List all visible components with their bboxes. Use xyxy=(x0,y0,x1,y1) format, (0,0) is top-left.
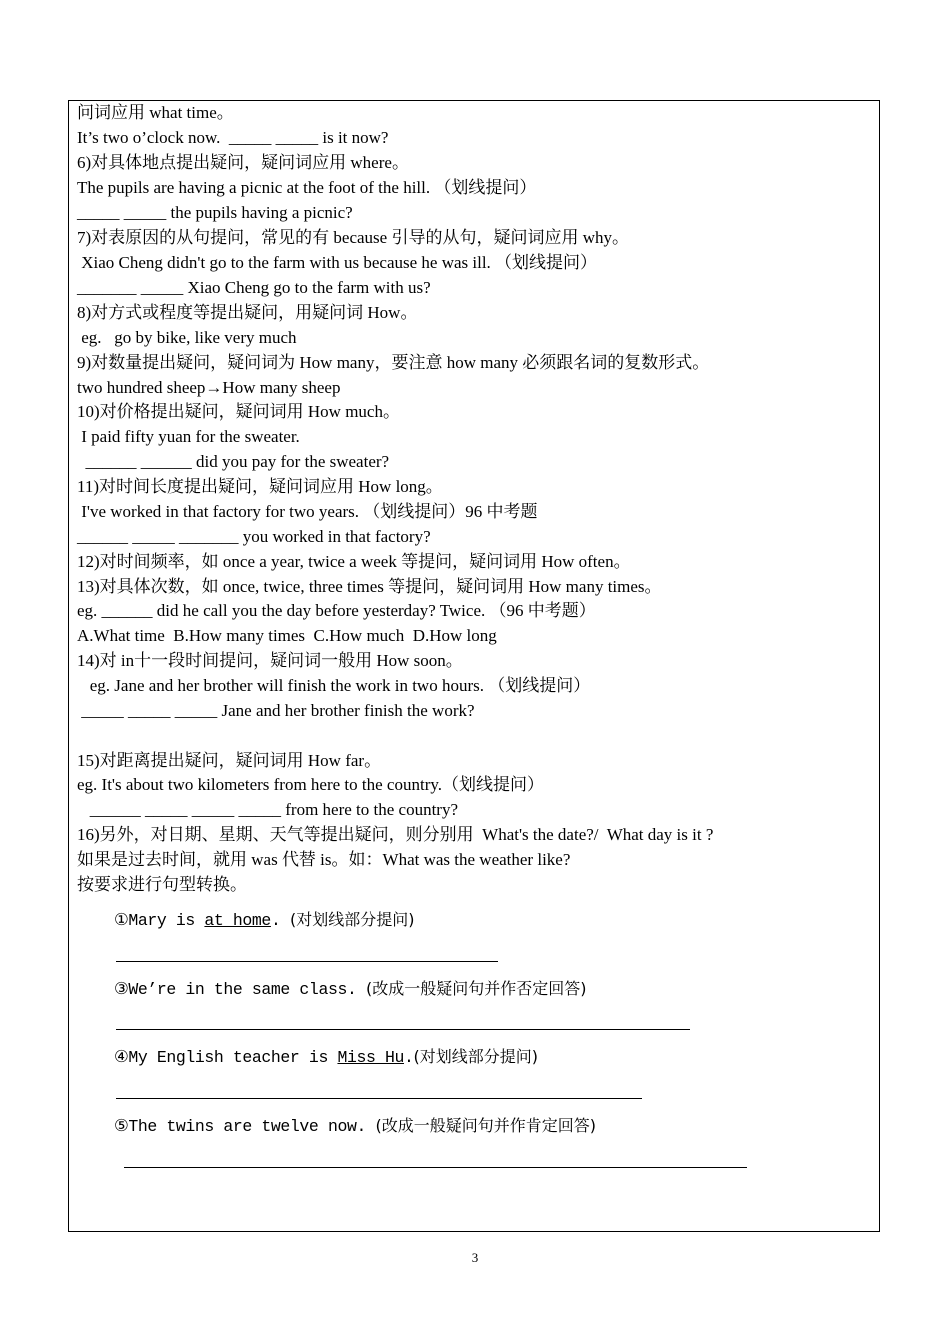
exercise-text: We’re in the same class. xyxy=(128,980,366,999)
exercise-number: ⑤ xyxy=(114,1117,129,1136)
text-line: I've worked in that factory for two years. （划线提问）96 中考题 xyxy=(77,502,538,521)
exercise-text: My English teacher is xyxy=(128,1048,338,1067)
exercise-5 xyxy=(114,1116,596,1137)
text-line: Xiao Cheng didn't go to the farm with us because he was ill. （划线提问） xyxy=(77,253,598,272)
exercise-text: Mary is xyxy=(128,911,205,930)
exercise-text-tail: . xyxy=(403,1048,414,1067)
text-line: 14)对 in十一段时间提问，疑问词一般用 How soon。 xyxy=(77,651,463,670)
exercise-instruction: (对划线部分提问) xyxy=(289,910,415,929)
answer-line[interactable] xyxy=(116,1098,642,1099)
text-line: 15)对距离提出疑问，疑问词用 How far。 xyxy=(77,751,382,770)
text-line: 按要求进行句型转换。 xyxy=(77,875,247,894)
text-line: A.What time B.How many times C.How much D.How long xyxy=(77,626,497,645)
text-line: ______ _____ _______ you worked in that factory? xyxy=(77,527,431,546)
exercise-text: The twins are twelve now. xyxy=(128,1117,376,1136)
answer-line[interactable] xyxy=(116,961,498,962)
text-line: It’s two o’clock now. _____ _____ is it now? xyxy=(77,128,389,147)
text-line: 7)对表原因的从句提问，常见的有 because 引导的从句，疑问词应用 why。 xyxy=(77,228,629,247)
exercise-number: ③ xyxy=(114,980,129,999)
text-line: ______ ______ did you pay for the sweater? xyxy=(77,452,390,471)
exercise-text-tail: . xyxy=(270,911,290,930)
text-line: _______ _____ Xiao Cheng go to the farm with us? xyxy=(77,278,431,297)
text-line: two hundred sheep→How many sheep xyxy=(77,378,341,397)
page-number: 3 xyxy=(471,1250,479,1265)
text-line: _____ _____ _____ Jane and her brother finish the work? xyxy=(77,701,475,720)
text-line: eg. It's about two kilometers from here to the country.（划线提问） xyxy=(77,775,545,794)
text-line: 12)对时间频率，如 once a year, twice a week 等提问，疑问词用 How often。 xyxy=(77,552,631,571)
underlined-phrase: at home xyxy=(204,911,271,930)
text-line: I paid fifty yuan for the sweater. xyxy=(77,427,300,446)
exercise-3 xyxy=(114,979,586,1000)
text-line: 16)另外，对日期、星期、天气等提出疑问，则分别用 What's the date?/ What day is it ? xyxy=(77,825,714,844)
text-line: _____ _____ the pupils having a picnic? xyxy=(77,203,353,222)
underlined-phrase: Miss Hu xyxy=(337,1048,404,1067)
text-line: 9)对数量提出疑问，疑问词为 How many，要注意 how many 必须跟名词的复数形式。 xyxy=(77,353,710,372)
answer-line[interactable] xyxy=(116,1029,690,1030)
text-line: ______ _____ _____ _____ from here to the country? xyxy=(77,800,459,819)
exercise-instruction: (对划线部分提问) xyxy=(413,1047,538,1066)
text-line: eg. Jane and her brother will finish the work in two hours. （划线提问） xyxy=(77,676,591,695)
text-line: The pupils are having a picnic at the foot of the hill. （划线提问） xyxy=(77,178,537,197)
text-line: 13)对具体次数，如 once, twice, three times 等提问，疑问词用 How many times。 xyxy=(77,577,662,596)
exercise-number: ① xyxy=(114,911,129,930)
answer-line[interactable] xyxy=(124,1167,747,1168)
text-line: 如果是过去时间，就用 was 代替 is。如：What was the weather like? xyxy=(77,850,571,869)
text-line: eg. go by bike, like very much xyxy=(77,328,297,347)
text-line: 10)对价格提出疑问，疑问词用 How much。 xyxy=(77,402,400,421)
text-line: 6)对具体地点提出疑问，疑问词应用 where。 xyxy=(77,153,409,172)
exercise-instruction: (改成一般疑问句并作否定回答) xyxy=(365,979,587,998)
text-line: 问词应用 what time。 xyxy=(77,103,234,122)
exercise-4 xyxy=(114,1047,538,1068)
text-line: eg. ______ did he call you the day before yesterday? Twice. （96 中考题） xyxy=(77,601,596,620)
exercise-number: ④ xyxy=(114,1048,129,1067)
exercise-1 xyxy=(114,910,414,931)
text-line: 8)对方式或程度等提出疑问，用疑问词 How。 xyxy=(77,303,418,322)
text-line: 11)对时间长度提出疑问，疑问词应用 How long。 xyxy=(77,477,443,496)
exercise-instruction: (改成一般疑问句并作肯定回答) xyxy=(375,1116,596,1135)
